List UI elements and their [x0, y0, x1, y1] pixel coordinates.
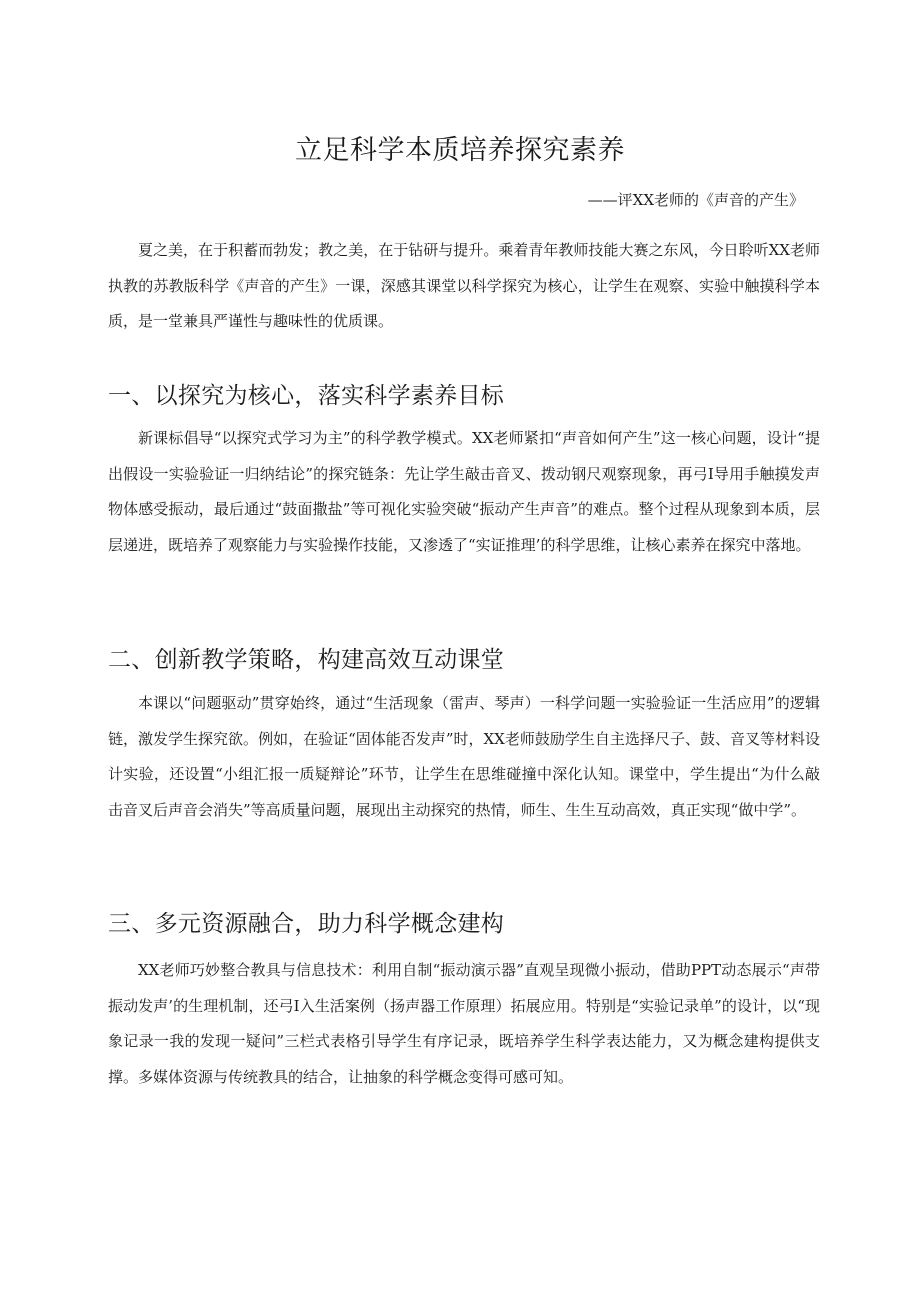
intro-paragraph: 夏之美，在于积蓄而勃发；教之美，在于钻研与提升。乘着青年教师技能大赛之东风，今日聆听XX老师执教的苏教版科学《声音的产生》一课，深感其课堂以科学探究为核心，让学生在观察、实验中触摸科学本质，是一堂兼具严谨性与趣味性的优质课。 [108, 241, 820, 331]
section-body-3: XX老师巧妙整合教具与信息技术：利用自制“振动演示器”直观呈现微小振动，借助PPT动态展示“声带振动发声’的生理机制，还弓I入生活案例（扬声器工作原理）拓展应用。特别是“实验记录单”的设计，以“现象记录一我的发现一疑问”三栏式表格引导学生有序记录，既培养学生科学表达能力，又为概念建构提供支撑。多媒体资源与传统教具的结合，让抽象的科学概念变得可感可知。 [108, 961, 820, 1086]
page-subtitle: ——评XX老师的《声音的产生》 [587, 191, 804, 209]
page-title: 立足科学本质培养探究素养 [295, 135, 625, 166]
section-heading-3: 三、多元资源融合，助力科学概念建构 [108, 911, 505, 937]
section-body-1: 新课标倡导“以探究式学习为主”的科学教学模式。XX老师紧扣“声音如何产生”这一核心问题，设计“提出假设一实验验证一归纳结论”的探究链条：先让学生敲击音叉、拨动钢尺观察现象，再弓I导用手触摸发声物体感受振动，最后通过“鼓面撒盐”等可视化实验突破“振动产生声音”的难点。整个过程从现象到本质，层层递进，既培养了观察能力与实验操作技能，又渗透了“实证推理’的科学思维，让核心素养在探究中落地。 [108, 429, 820, 554]
section-heading-1: 一、以探究为核心，落实科学素养目标 [108, 383, 505, 409]
section-heading-2: 二、创新教学策略，构建高效互动课堂 [108, 647, 505, 673]
section-body-2: 本课以“问题驱动”贯穿始终，通过“生活现象（雷声、琴声）一科学问题一实验验证一生活应用”的逻辑链，激发学生探究欲。例如，在验证“固体能否发声”时，XX老师鼓励学生自主选择尺子、鼓、音叉等材料设计实验，还设置“小组汇报一质疑辩论”环节，让学生在思维碰撞中深化认知。课堂中，学生提出“为什么敲击音叉后声音会消失”等高质量问题，展现出主动探究的热情，师生、生生互动高效，真正实现“做中学”。 [108, 694, 820, 819]
